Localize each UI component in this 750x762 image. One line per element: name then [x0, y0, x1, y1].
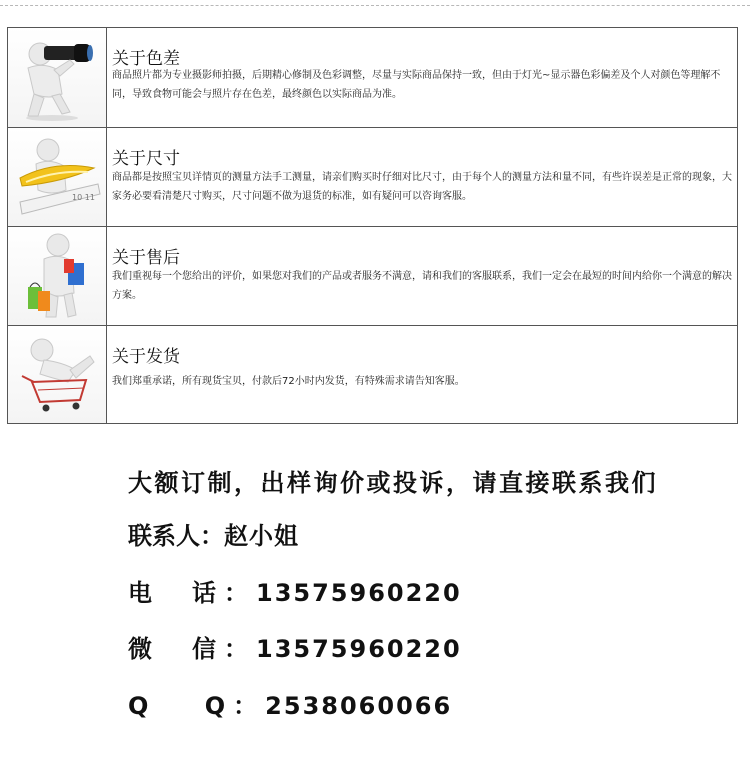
policy-row-size — [8, 128, 737, 227]
measuring-figure-icon — [8, 128, 107, 226]
section-description: 商品照片都为专业摄影师拍摄，后期精心修制及色彩调整，尽量与实际商品保持一致，但由于灯光~显示器色彩偏差及个人对颜色等理解不同，导致食物可能会与照片存在色差，最终颜色以实际商品为准。 — [112, 70, 721, 100]
section-description: 我们郑重承诺，所有现货宝贝，付款后72小时内发货，有特殊需求请告知客服。 — [112, 376, 465, 387]
top-dashed-divider — [0, 5, 750, 6]
contact-person-value: 赵小姐 — [224, 522, 299, 550]
contact-person-label: 联系人： — [128, 522, 224, 550]
photographer-figure-icon — [8, 28, 107, 127]
phone-line — [128, 573, 462, 608]
shopping-bags-figure-icon — [8, 227, 107, 325]
qq-label: Q Q： — [128, 692, 266, 720]
policy-table — [7, 27, 738, 424]
section-title: 关于发货 — [112, 347, 180, 367]
phone-label: 电 话： — [128, 579, 256, 607]
section-title: 关于售后 — [112, 248, 180, 268]
section-title: 关于尺寸 — [112, 149, 180, 169]
contact-headline: 大额订制，出样询价或投诉，请直接联系我们 — [128, 469, 658, 497]
wechat-line — [128, 629, 462, 664]
section-description: 我们重视每一个您给出的评价，如果您对我们的产品或者服务不满意，请和我们的客服联系，我们一定会在最短的时间内给你一个满意的解决方案。 — [112, 271, 732, 301]
shopping-cart-figure-icon — [8, 326, 107, 423]
section-description: 商品都是按照宝贝详情页的测量方法手工测量，请亲们购买时仔细对比尺寸，由于每个人的测量方法和量不同，有些许误差是正常的现象，大家务必要看清楚尺寸购买，尺寸问题不做为退货的标准，如有疑问可以咨询客服。 — [112, 172, 732, 202]
qq-number[interactable]: 2538060066 — [265, 692, 453, 720]
policy-row-shipping — [8, 326, 737, 423]
contact-person-line — [128, 516, 299, 551]
phone-number[interactable]: 13575960220 — [256, 579, 462, 607]
policy-row-color — [8, 28, 737, 128]
qq-line — [128, 686, 452, 721]
wechat-label: 微 信： — [128, 635, 256, 663]
section-title: 关于色差 — [112, 49, 180, 69]
policy-row-after-sales — [8, 227, 737, 326]
wechat-id[interactable]: 13575960220 — [256, 635, 462, 663]
svg-text:10 11: 10 11 — [72, 193, 95, 202]
